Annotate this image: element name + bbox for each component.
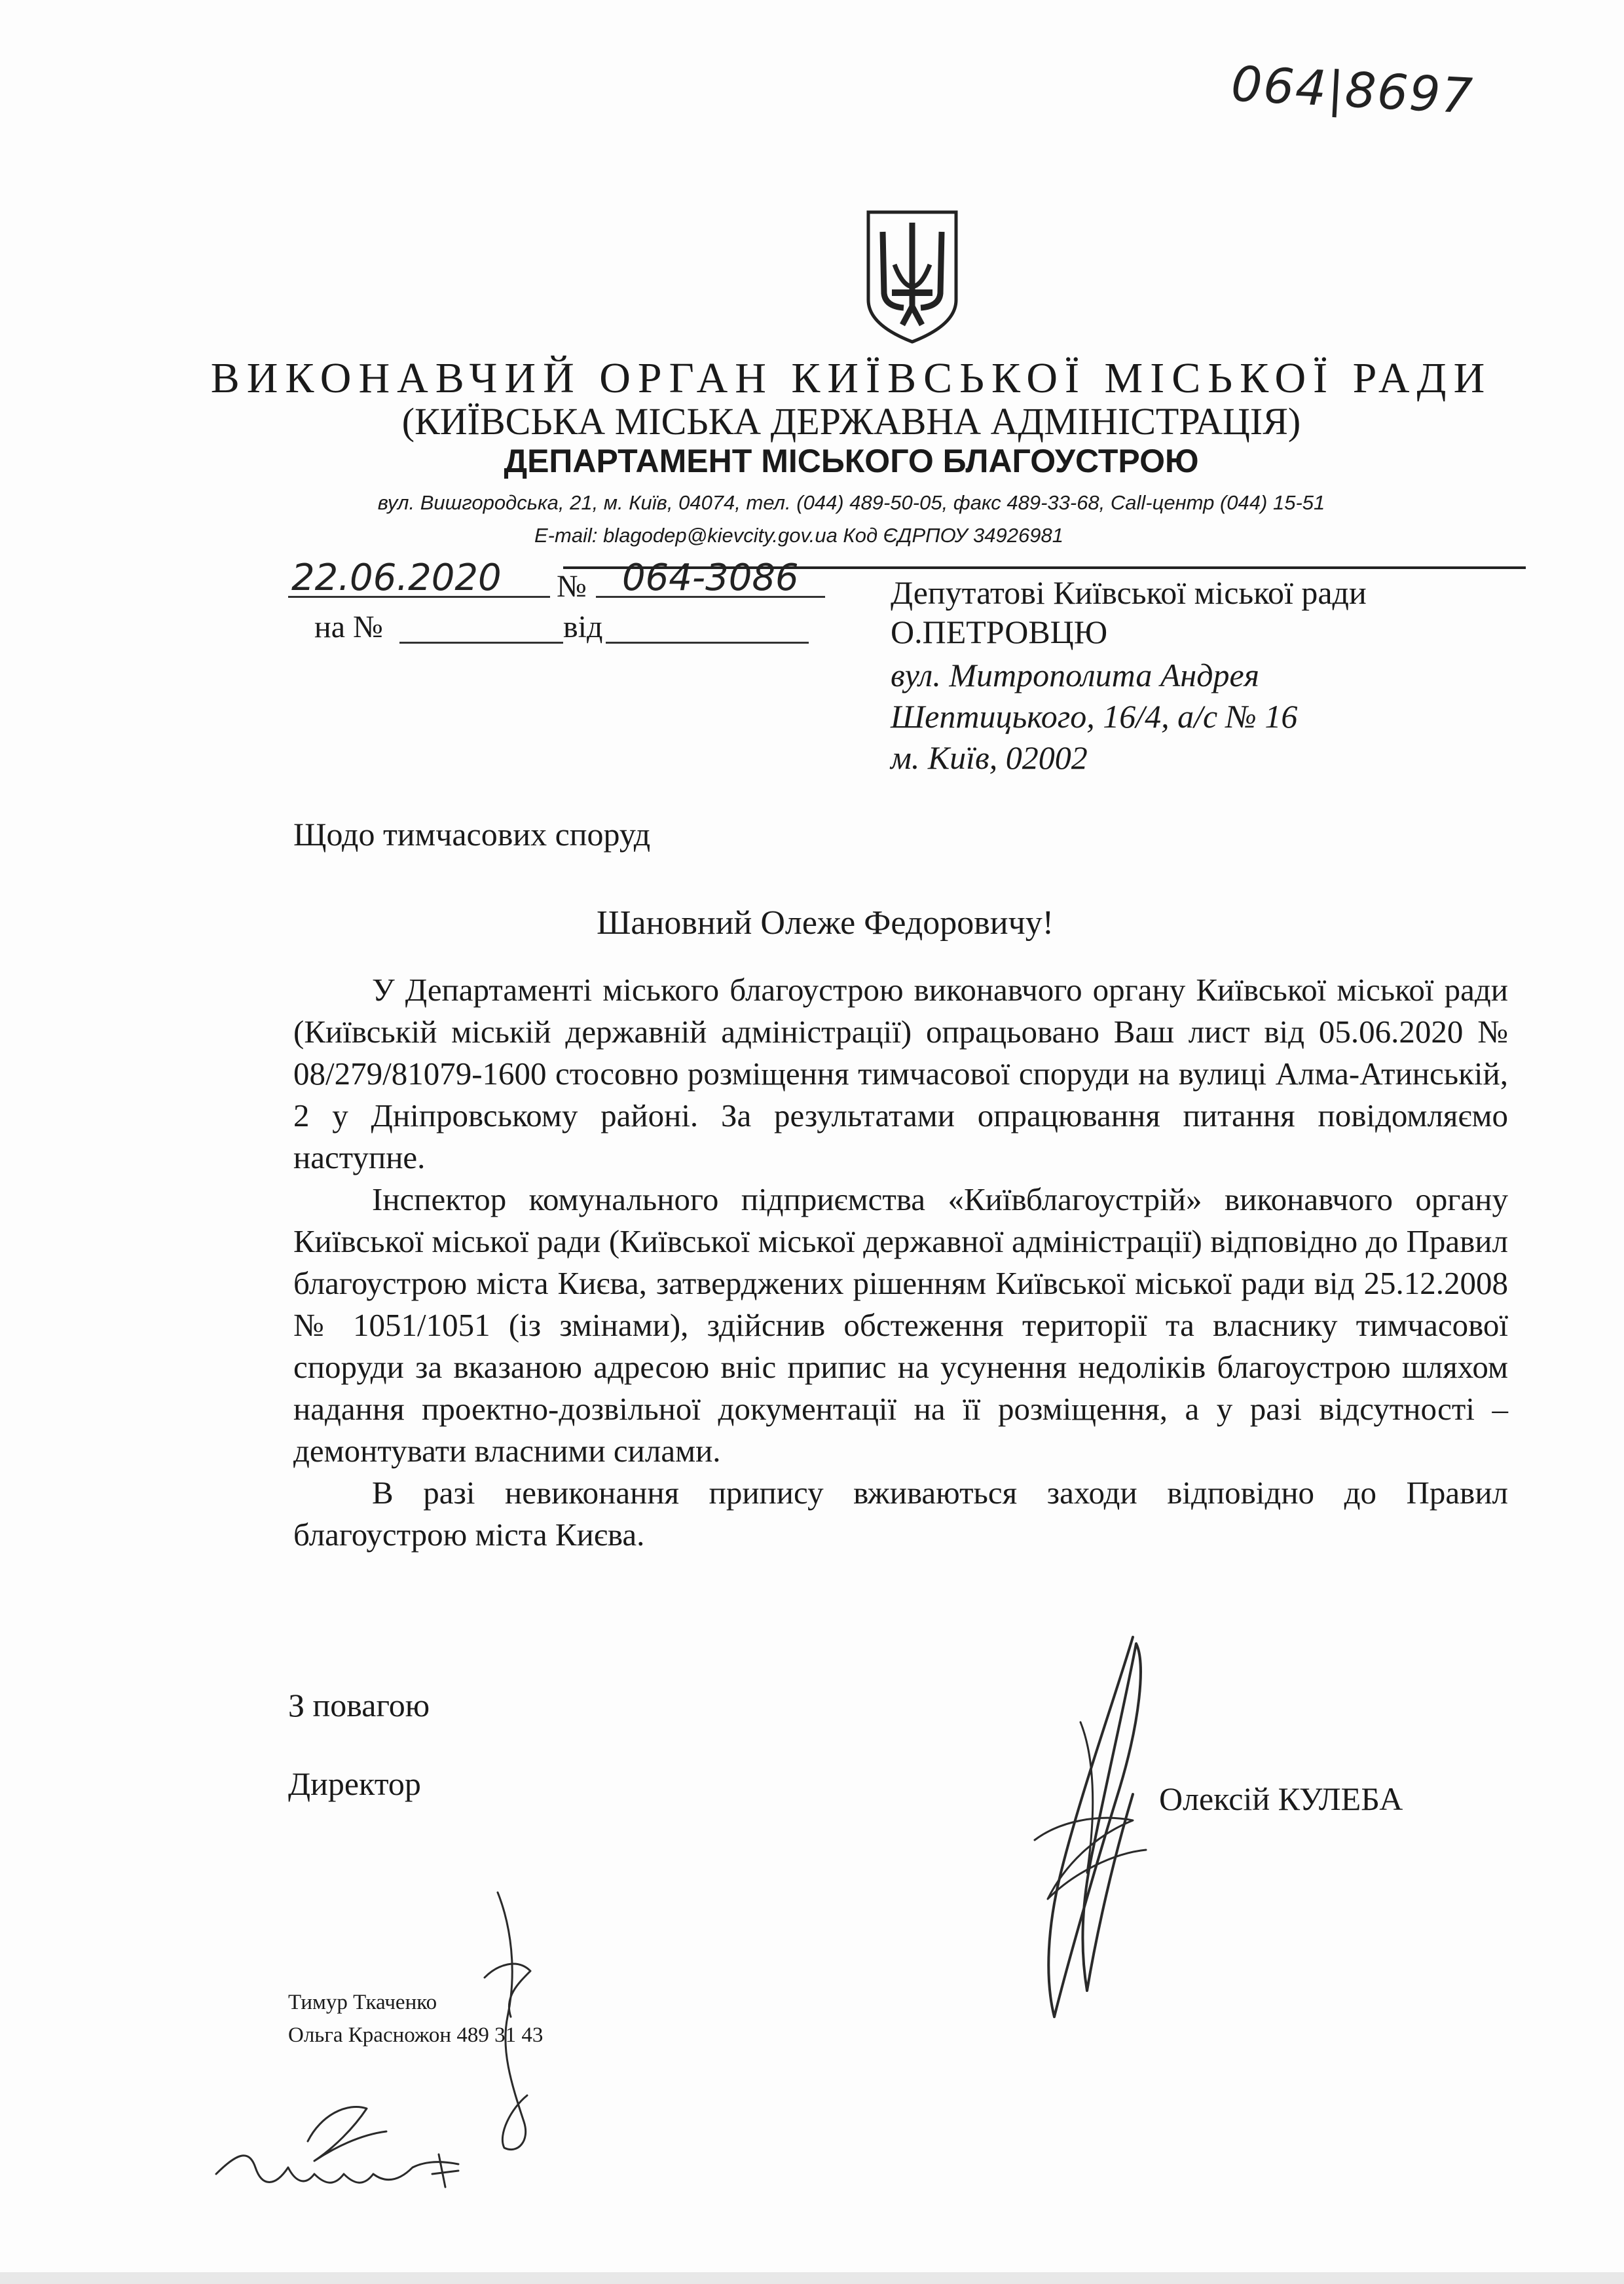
executor-line2: Ольга Красножон 489 31 43 (288, 2023, 544, 2047)
handwritten-date: 22.06.2020 (291, 557, 502, 599)
letter-subject: Щодо тимчасових споруд (293, 816, 651, 853)
director-signature (982, 1624, 1192, 2030)
paragraph-2: Інспектор комунального підприємства «Київблагоустрій» виконавчого органу Київської міської ради (Київської міської державної адміністрації) відповідно до Правил благоустрою міста Києва, затверджених рішенням Київської міської ради від 25.12.2008 № 1051/1051 (із змінами), здійснив обстеження території та власнику тимчасової споруди за вказаною адресою вніс припис на усунення недоліків благоустрою шляхом надання проектно-дозвільної документації на її розміщення, а у разі відсутності – демонтувати власними силами. (293, 1181, 1508, 1469)
closing-regards: З повагою (288, 1687, 430, 1723)
organization-subtitle: (КИЇВСЬКА МІСЬКА ДЕРЖАВНА АДМІНІСТРАЦІЯ) (401, 400, 1301, 443)
reply-to-label: на № (314, 610, 383, 644)
salutation: Шановний Олеже Федоровичу! (596, 904, 1054, 942)
organization-name: ВИКОНАВЧИЙ ОРГАН КИЇВСЬКОЇ МІСЬКОЇ РАДИ (210, 354, 1492, 402)
tryzub-coat-of-arms-icon (863, 208, 961, 346)
signatory-name: Олексій КУЛЕБА (1159, 1780, 1403, 1817)
approval-signature (196, 2076, 485, 2220)
paragraph-3: В разі невиконання припису вживаються заходи відповідно до Правил благоустрою міста Києва. (293, 1475, 1508, 1553)
handwritten-registration-number: 064|8697 (1230, 56, 1475, 125)
recipient-name: О.ПЕТРОВЦЮ (891, 614, 1108, 650)
letter-body (293, 969, 1508, 1556)
scan-bottom-edge (0, 2272, 1624, 2284)
recipient-address-line3: м. Київ, 02002 (891, 739, 1088, 776)
reply-number-line (399, 642, 563, 644)
department-name: ДЕПАРТАМЕНТ МІСЬКОГО БЛАГОУСТРОЮ (504, 443, 1199, 479)
signatory-position: Директор (288, 1765, 421, 1802)
from-label: від (563, 610, 603, 644)
paragraph-1: У Департаменті міського благоустрою виконавчого органу Київської міської ради (Київській міській державній адміністрації) опрацьовано Ваш лист від 05.06.2020 № 08/279/81079-1600 стосовно розміщення тимчасової споруди на вулиці Алма-Атинській, 2 у Дніпровському районі. За результатами опрацювання питання повідомляємо наступне. (293, 972, 1508, 1175)
organization-address: вул. Вишгородська, 21, м. Київ, 04074, тел. (044) 489-50-05, факс 489-33-68, Call-центр (044) 15-51 (377, 491, 1325, 514)
recipient-address-line1: вул. Митрополита Андрея (891, 657, 1259, 693)
number-label: № (557, 569, 587, 604)
executor-line1: Тимур Ткаченко (288, 1991, 437, 2014)
reply-date-line (606, 642, 809, 644)
recipient-address-line2: Шептицького, 16/4, а/с № 16 (891, 698, 1298, 735)
recipient-title: Депутатові Київської міської ради (891, 574, 1367, 611)
organization-contacts: E-mail: blagodep@kievcity.gov.ua Код ЄДРПОУ 34926981 (534, 524, 1063, 547)
handwritten-outgoing-number: 064-3086 (622, 557, 799, 599)
